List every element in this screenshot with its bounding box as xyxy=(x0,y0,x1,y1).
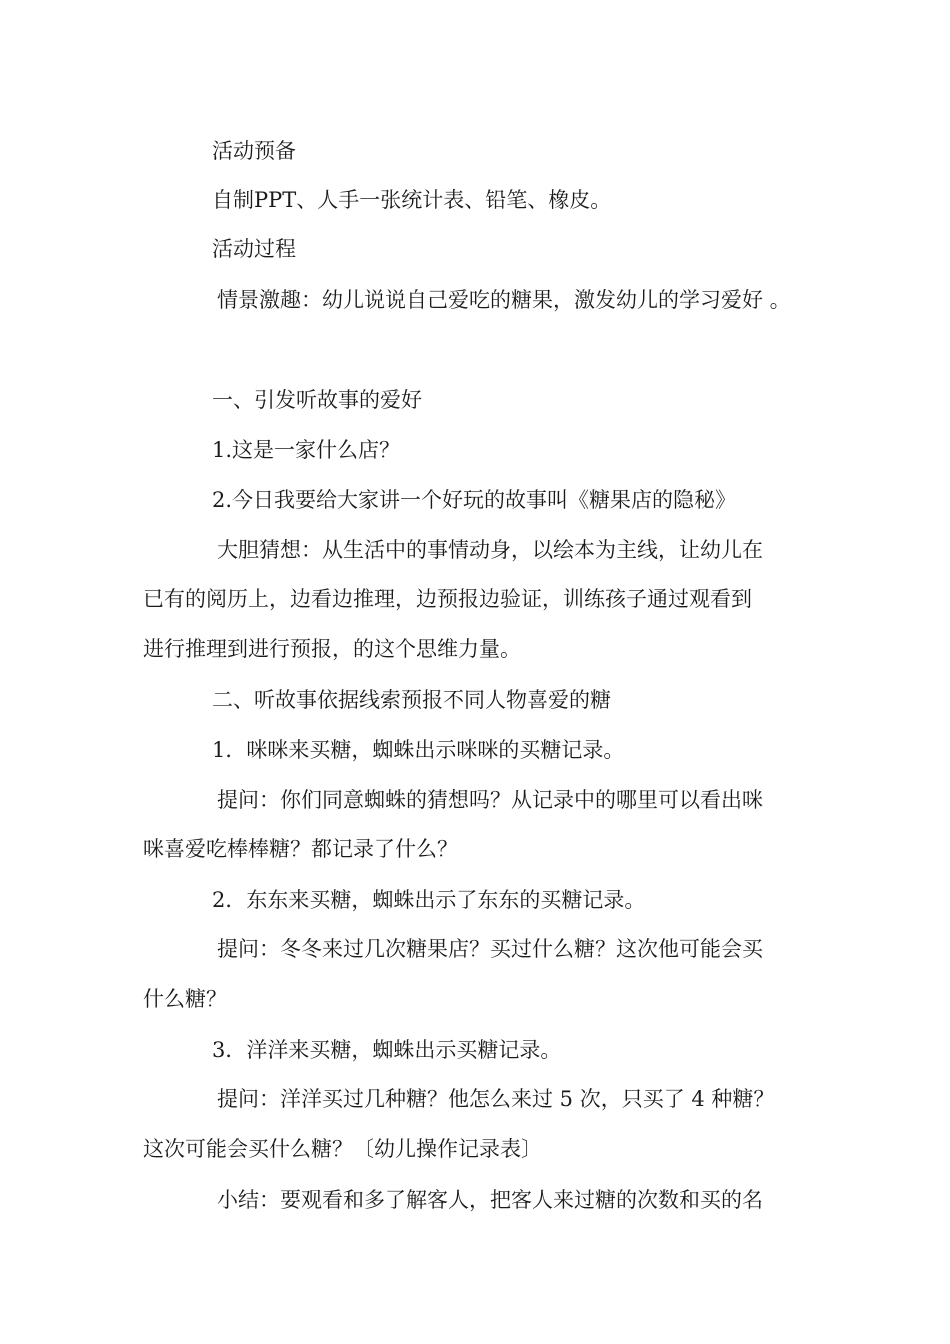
section-heading-part-one: 一、引发听故事的爱好 xyxy=(212,388,422,412)
question-mimi-line-1: 提问：你们同意蜘蛛的猜想吗？从记录中的哪里可以看出咪 xyxy=(217,788,763,812)
paragraph-materials: 自制PPT、人手一张统计表、铅笔、橡皮。 xyxy=(212,188,612,212)
question-mimi-line-2: 咪喜爱吃棒棒糖？都记录了什么？ xyxy=(143,837,458,861)
list-item-2: 2.今日我要给大家讲一个好玩的故事叫《糖果店的隐秘》 xyxy=(212,488,737,512)
section-heading-process: 活动过程 xyxy=(212,237,296,261)
question-dongdong-line-2: 什么糖？ xyxy=(143,987,227,1011)
question-dongdong-line-1: 提问：冬冬来过几次糖果店？买过什么糖？这次他可能会买 xyxy=(217,937,763,961)
section-heading-part-two: 二、听故事依据线索预报不同人物喜爱的糖 xyxy=(212,688,611,712)
list-item-1: 1.这是一家什么店？ xyxy=(212,438,401,462)
summary-line-1: 小结：要观看和多了解客人，把客人来过糖的次数和买的名 xyxy=(217,1188,763,1212)
paragraph-guess-line-1: 大胆猜想：从生活中的事情动身，以绘本为主线，让幼儿在 xyxy=(217,538,763,562)
section-heading-preparation: 活动预备 xyxy=(212,139,296,163)
list-item-mimi: 1．咪咪来买糖，蜘蛛出示咪咪的买糖记录。 xyxy=(212,738,625,762)
list-item-dongdong: 2．东东来买糖，蜘蛛出示了东东的买糖记录。 xyxy=(212,888,646,912)
paragraph-intro: 情景激趣：幼儿说说自己爱吃的糖果，激发幼儿的学习爱好 。 xyxy=(217,288,791,312)
paragraph-guess-line-3: 进行推理到进行预报，的这个思维力量。 xyxy=(143,637,521,661)
list-item-yangyang: 3．洋洋来买糖，蜘蛛出示买糖记录。 xyxy=(212,1038,562,1062)
question-yangyang-line-1: 提问：洋洋买过几种糖？他怎么来过 5 次，只买了 4 种糖？ xyxy=(217,1087,775,1111)
question-yangyang-line-2: 这次可能会买什么糖？〔幼儿操作记录表〕 xyxy=(143,1137,542,1161)
paragraph-guess-line-2: 已有的阅历上，边看边推理，边预报边验证，训练孩子通过观看到 xyxy=(143,587,752,611)
